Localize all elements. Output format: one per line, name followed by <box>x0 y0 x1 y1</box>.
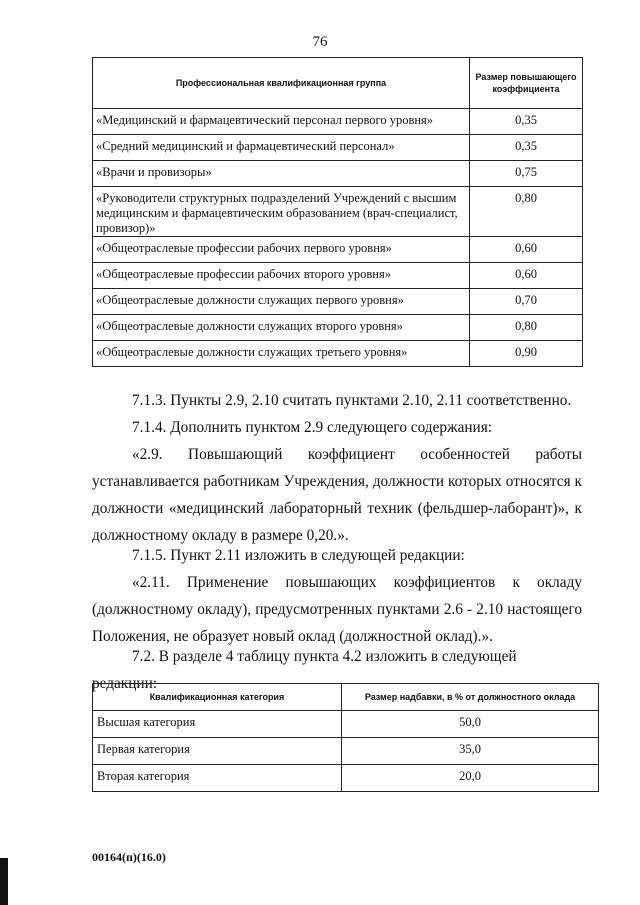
coefficient-cell: 0,75 <box>470 161 583 187</box>
table-row <box>93 341 583 367</box>
bonus-cell: 35,0 <box>342 738 599 765</box>
category-cell: Вторая категория <box>93 765 342 792</box>
paragraph-7-1-3: 7.1.3. Пункты 2.9, 2.10 считать пунктами 2.10, 2.11 соответственно. <box>132 392 572 409</box>
table-row <box>93 109 583 135</box>
group-cell: «Общеотраслевые должности служащих первого уровня» <box>93 289 470 315</box>
column-header-group: Профессиональная квалификационная группа <box>93 58 470 109</box>
group-cell: «Руководители структурных подразделений Учреждений с высшим медицинским и фармацевтическим образованием (врач-специалист, провизор)» <box>93 187 470 237</box>
table-row <box>93 738 599 765</box>
coefficient-cell: 0,60 <box>470 263 583 289</box>
table-header-row <box>93 684 599 711</box>
category-cell: Высшая категория <box>93 711 342 738</box>
table-row <box>93 161 583 187</box>
coefficient-table <box>92 57 583 367</box>
table-row <box>93 187 583 237</box>
paragraph-7-1-4: 7.1.4. Дополнить пунктом 2.9 следующего содержания: <box>132 419 493 436</box>
document-code: 00164(п)(16.0) <box>92 850 166 864</box>
bonus-cell: 50,0 <box>342 711 599 738</box>
table-row <box>93 263 583 289</box>
coefficient-cell: 0,70 <box>470 289 583 315</box>
column-header-bonus: Размер надбавки, в % от должностного оклада <box>342 684 599 711</box>
group-cell: «Общеотраслевые профессии рабочих первого уровня» <box>93 237 470 263</box>
table-row <box>93 315 583 341</box>
table-row <box>93 135 583 161</box>
group-cell: «Общеотраслевые должности служащих третьего уровня» <box>93 341 470 367</box>
qualification-table <box>92 683 599 792</box>
paragraph-2-9: «2.9. Повышающий коэффициент особенностей работы устанавливается работникам Учреждения, должности которых относятся к должности «медицинский лабораторный техник (фельдшер-лаборант)», к должностному окладу в размере 0,20.». <box>92 446 582 544</box>
coefficient-cell: 0,80 <box>470 187 583 237</box>
group-cell: «Общеотраслевые должности служащих второго уровня» <box>93 315 470 341</box>
table-header-row <box>93 58 583 109</box>
column-header-category: Квалификационная категория <box>93 684 342 711</box>
paragraph-7-1-5: 7.1.5. Пункт 2.11 изложить в следующей редакции: <box>132 547 465 564</box>
paragraph-7-2: 7.2. В разделе 4 таблицу пункта 4.2 изложить в следующей редакции: <box>92 648 517 692</box>
table-row <box>93 711 599 738</box>
coefficient-cell: 0,90 <box>470 341 583 367</box>
coefficient-cell: 0,35 <box>470 135 583 161</box>
scan-edge-mark <box>0 858 8 905</box>
group-cell: «Средний медицинский и фармацевтический персонал» <box>93 135 470 161</box>
group-cell: «Общеотраслевые профессии рабочих второго уровня» <box>93 263 470 289</box>
coefficient-cell: 0,60 <box>470 237 583 263</box>
group-cell: «Врачи и провизоры» <box>93 161 470 187</box>
column-header-coefficient: Размер повышающего коэффициента <box>470 58 583 109</box>
coefficient-cell: 0,80 <box>470 315 583 341</box>
table-row <box>93 289 583 315</box>
table-row <box>93 237 583 263</box>
table-row <box>93 765 599 792</box>
bonus-cell: 20,0 <box>342 765 599 792</box>
page-number: 76 <box>312 34 328 50</box>
paragraph-2-11: «2.11. Применение повышающих коэффициентов к окладу (должностному окладу), предусмотренных пунктами 2.6 - 2.10 настоящего Положения, не образует новый оклад (должностной оклад).». <box>92 574 582 645</box>
group-cell: «Медицинский и фармацевтический персонал первого уровня» <box>93 109 470 135</box>
category-cell: Первая категория <box>93 738 342 765</box>
coefficient-cell: 0,35 <box>470 109 583 135</box>
